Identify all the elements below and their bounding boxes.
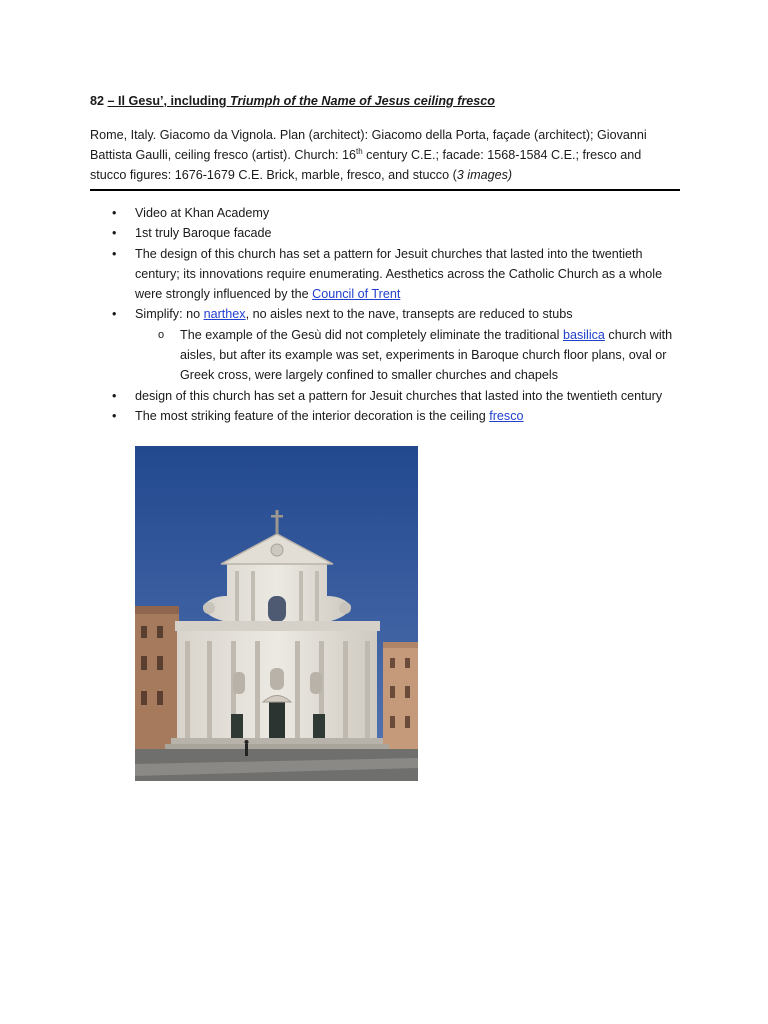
upper-window <box>268 596 286 622</box>
list-item <box>90 223 680 243</box>
basilica-link[interactable]: basilica <box>562 327 605 342</box>
entry-metadata <box>90 125 680 191</box>
person-figure <box>245 744 248 756</box>
metadata-image-count: 3 images) <box>456 168 513 182</box>
entry-title: Il Gesu’, including <box>118 94 230 108</box>
entablature <box>175 621 380 631</box>
steps <box>171 738 383 744</box>
bullet-text: 1st truly Baroque facade <box>135 226 272 241</box>
bullet-text: design of this church has set a pattern for Jesuit churches that lasted into the twentieth century <box>135 388 663 403</box>
sub-list <box>135 325 680 386</box>
council-of-trent-link[interactable]: Council of Trent <box>312 287 401 302</box>
document-page <box>90 92 680 426</box>
entry-heading <box>90 92 680 110</box>
cross-icon <box>276 510 279 534</box>
main-door <box>269 701 285 738</box>
sub-bullet-text: The example of the Gesù did not completely eliminate the traditional <box>180 327 563 342</box>
side-door <box>231 714 243 738</box>
fresco-link[interactable]: fresco <box>489 408 524 423</box>
list-item <box>90 406 680 426</box>
list-item <box>90 304 680 385</box>
bullet-text: Simplify: no <box>135 307 204 322</box>
right-building <box>383 646 418 751</box>
side-door <box>313 714 325 738</box>
entry-title-italic: Triumph of the Name of Jesus ceiling fresco <box>230 94 495 108</box>
list-item <box>90 386 680 406</box>
list-item <box>90 203 680 223</box>
entry-number: 82 <box>90 94 108 108</box>
bullet-list <box>90 203 680 426</box>
church-facade-photo <box>135 446 418 781</box>
bullet-text: , no aisles next to the nave, transepts are reduced to stubs <box>245 307 573 322</box>
bullet-text: The most striking feature of the interior decoration is the ceiling <box>135 408 490 423</box>
bullet-text: Video at Khan Academy <box>135 206 270 220</box>
metadata-text-a: Rome, Italy. Giacomo da Vignola. Plan (architect): Giacomo della Porta, façade (architect); Giovanni Battista Gaulli, ceiling fresco (artist). Church: 16 <box>90 128 647 162</box>
entry-title-dash: – <box>107 94 119 108</box>
narthex-link[interactable]: narthex <box>203 307 246 322</box>
list-item <box>90 244 680 305</box>
bullet-text: The design of this church has set a pattern for Jesuit churches that lasted into the twentieth century; its innovations require enumerating. Aesthetics across the Catholic Church as a whole were strongly influenced by the <box>135 246 663 302</box>
metadata-superscript: th <box>355 146 363 156</box>
sub-bullet-text: church with aisles, but after its example was set, experiments in Baroque church floor plans, oval or Greek cross, were largely confined to smaller churches and chapels <box>180 327 673 383</box>
sub-list-item <box>135 325 680 386</box>
facade-illustration <box>135 446 418 781</box>
metadata-text-b: century C.E.; facade: 1568-1584 C.E.; fresco and stucco figures: 1676-1679 C.E. Brick, marble, fresco, and stucco ( <box>90 148 642 182</box>
